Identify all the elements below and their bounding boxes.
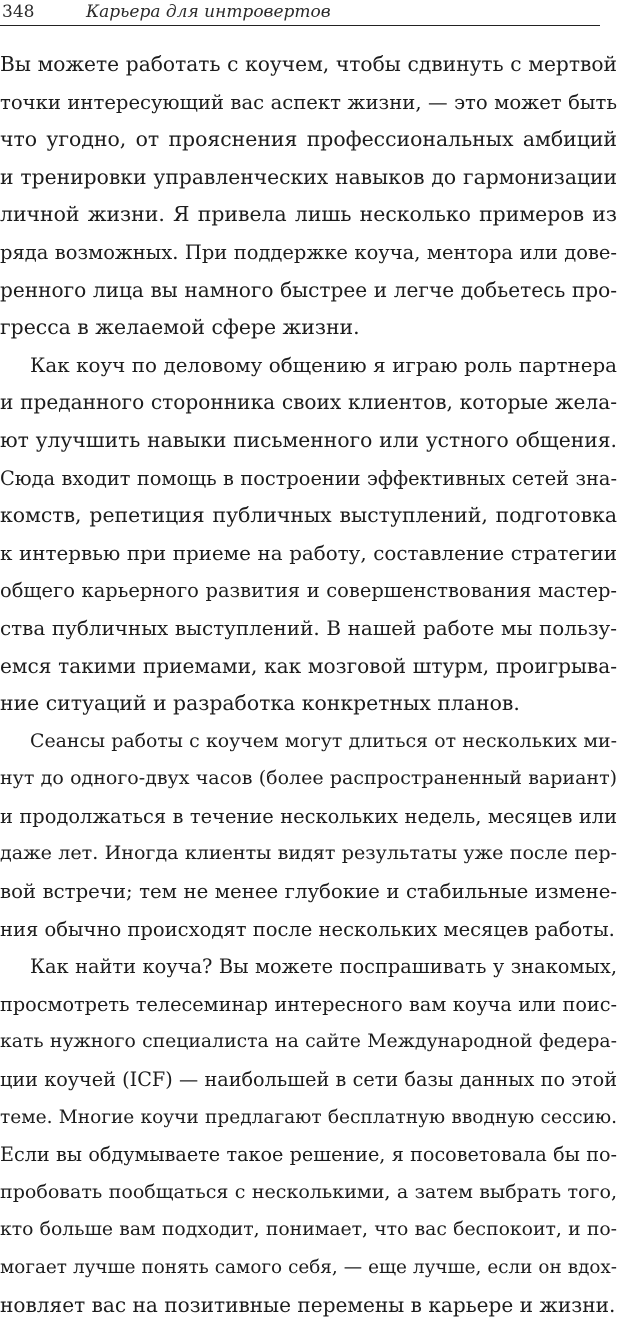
text-line: кто больше вам подходит, понимает, что вас беспокоит, и по- (0, 1219, 617, 1241)
text-line: общего карьерного развития и совершенствования мастер- (0, 579, 617, 603)
text-line: Сеансы работы с коучем могут длиться от нескольких ми- (30, 729, 617, 752)
text-line: Если вы обдумываете такое решение, я посоветовала бы по- (0, 1143, 617, 1167)
paragraph (0, 347, 617, 723)
text-line: ряда возможных. При поддержке коуча, ментора или дове- (0, 240, 617, 264)
text-line: просмотреть телесеминар интересного вам коуча или поис- (0, 992, 617, 1016)
text-line: ренного лица вы намного быстрее и легче добьетесь про- (0, 277, 617, 302)
text-line: ния обычно происходят после нескольких месяцев работы. (0, 917, 615, 941)
text-line: комств, репетиция публичных выступлений, подготовка (0, 503, 617, 528)
text-line: новляет вас на позитивные перемены в карьере и жизни. (0, 1292, 616, 1317)
text-line: кать нужного специалиста на сайте Международной федера- (0, 1031, 617, 1053)
text-line: вой встречи; тем не менее глубокие и стабильные измене- (0, 880, 617, 904)
text-line: могает лучше понять самого себя, — еще лучше, если он вдох- (0, 1257, 617, 1278)
paragraph (0, 948, 617, 1324)
text-line: ние ситуаций и разработка конкретных планов. (0, 691, 520, 716)
running-header (0, 0, 620, 27)
page-number: 348 (2, 2, 35, 22)
book-title: Карьера для интровертов (86, 2, 331, 22)
text-line: емся такими приемами, как мозговой штурм, проигрыва- (0, 653, 617, 678)
text-line: теме. Многие коучи предлагают бесплатную вводную сессию. (0, 1106, 617, 1128)
text-line: нут до одного-двух часов (более распространенный вариант) (0, 767, 617, 790)
text-line: Как найти коуча? Вы можете поспрашивать у знакомых, (30, 955, 617, 979)
text-line: личной жизни. Я привела лишь несколько примеров из (0, 202, 617, 227)
text-line: Вы можете работать с коучем, чтобы сдвинуть с мертвой (0, 52, 617, 76)
text-line: точки интересующий вас аспект жизни, — это может быть (0, 90, 617, 114)
text-line: и преданного сторонника своих клиентов, которые жела- (0, 390, 617, 415)
text-line: даже лет. Иногда клиенты видят результаты уже после пер- (0, 842, 617, 865)
paragraph (0, 46, 617, 347)
text-line: ют улучшить навыки письменного или устного общения. (0, 427, 617, 452)
body-text (0, 46, 617, 1324)
text-line: и тренировки управленческих навыков до гармонизации (0, 164, 617, 189)
text-line: ства публичных выступлений. В нашей работе мы пользу- (0, 616, 617, 640)
text-line: к интервью при приеме на работу, составление стратегии (0, 541, 617, 565)
text-line: ции коучей (ICF) — наибольшей в сети базы данных по этой (0, 1068, 617, 1092)
text-line: Сюда входит помощь в построении эффективных сетей зна- (0, 466, 617, 490)
header-rule (0, 25, 600, 26)
text-line: гресса в желаемой сфере жизни. (0, 315, 360, 340)
paragraph (0, 723, 617, 949)
text-line: пробовать пообщаться с несколькими, а затем выбрать того, (0, 1180, 617, 1203)
text-line: и продолжаться в течение нескольких недель, месяцев или (0, 804, 617, 828)
text-line: Как коуч по деловому общению я играю роль партнера (30, 353, 617, 377)
text-line: что угодно, от прояснения профессиональных амбиций (0, 127, 617, 152)
